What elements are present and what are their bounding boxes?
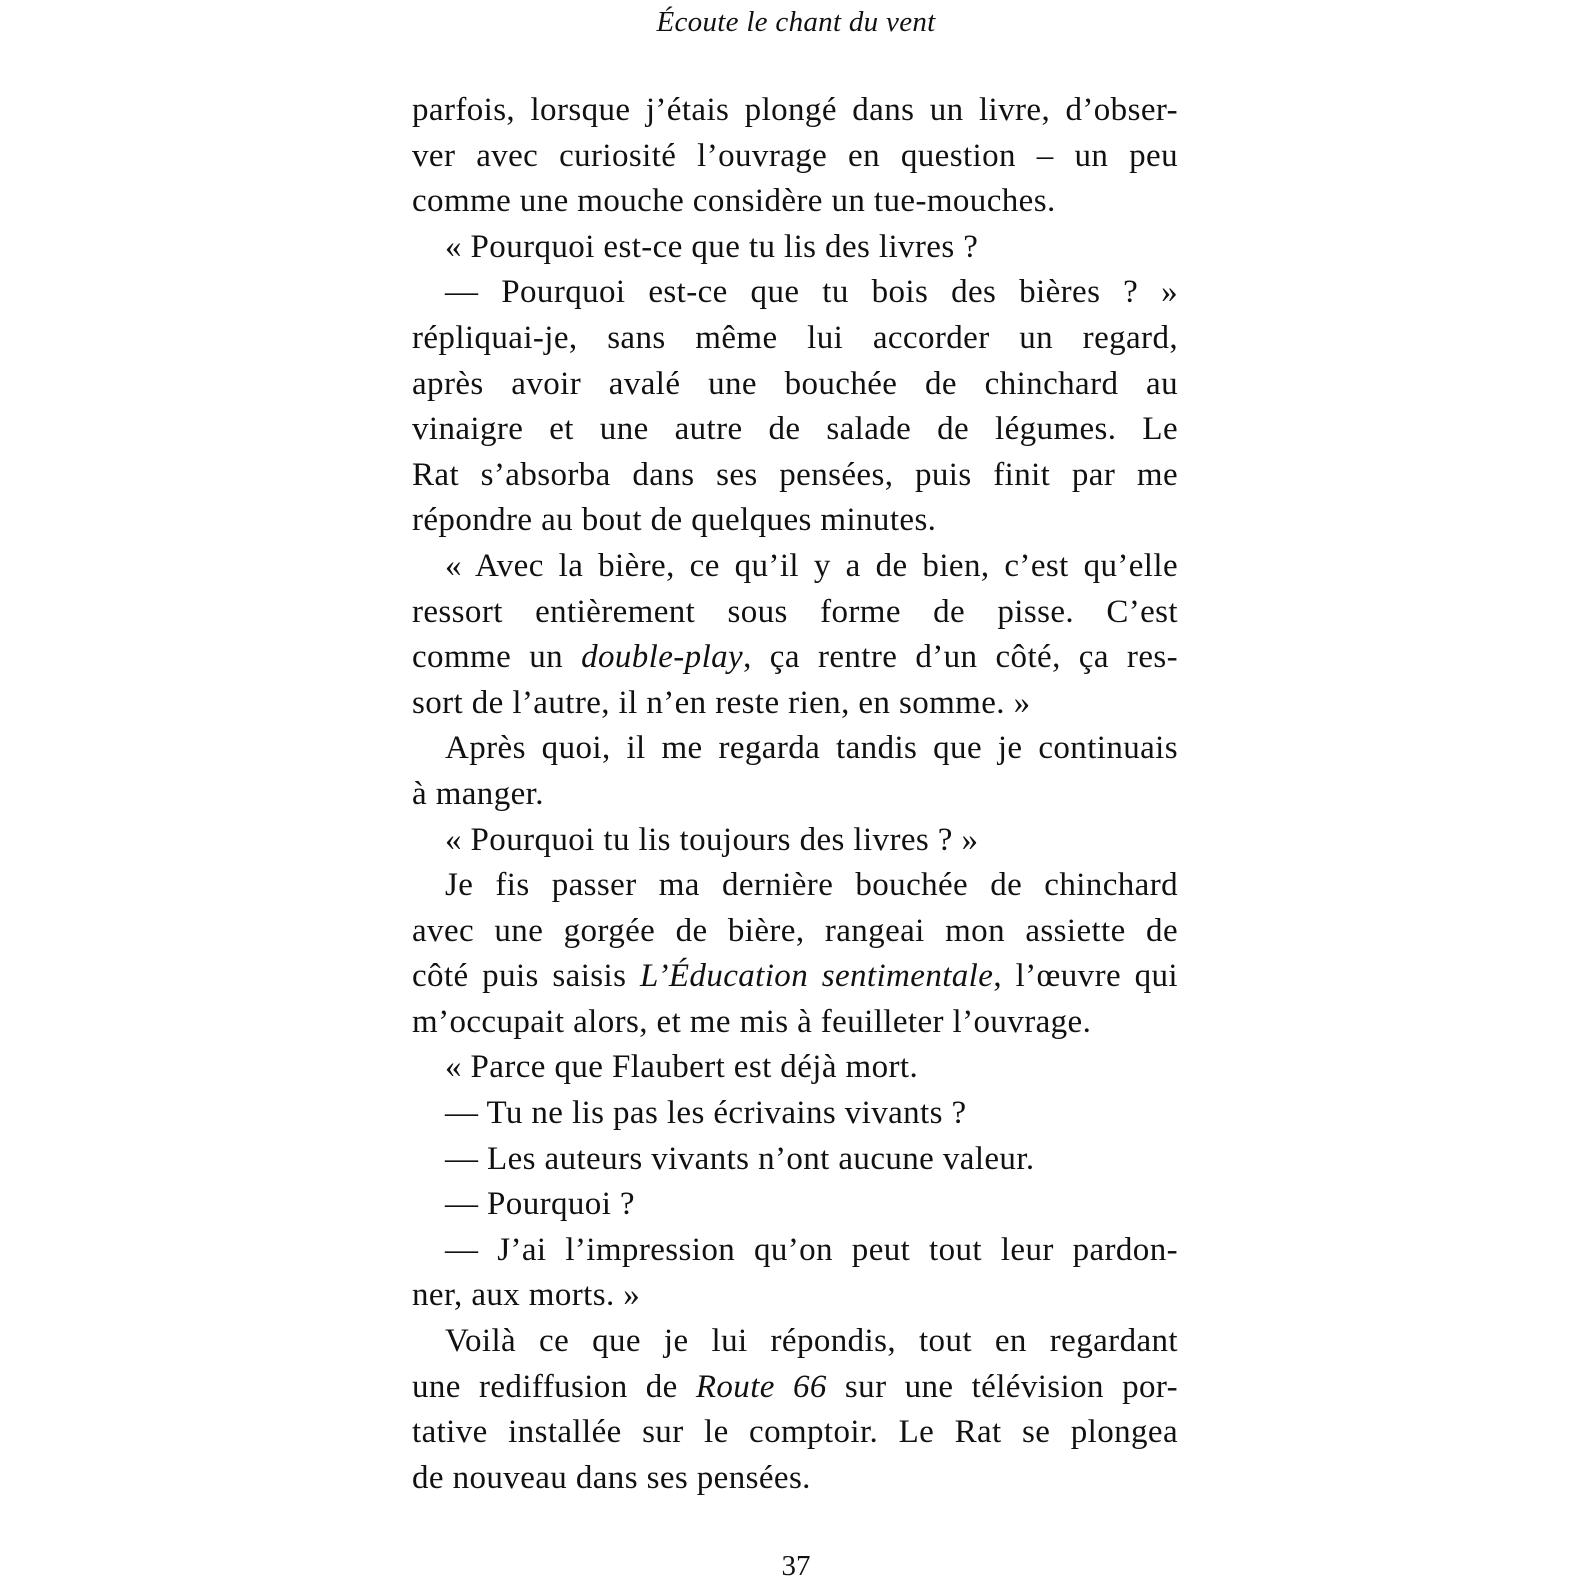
italic-term: double-play — [581, 639, 744, 676]
text-line: Voilà ce que je lui répondis, tout en regardant — [445, 1323, 1178, 1360]
italic-title: L’Éducation sentimentale — [639, 958, 994, 995]
text-line: Après quoi, il me regarda tandis que je continuais — [445, 730, 1178, 767]
text-line: « Parce que Flaubert est déjà mort. — [445, 1049, 919, 1086]
text-line: « Avec la bière, ce qu’il y a de bien, c’est qu’elle — [445, 547, 1178, 584]
italic-title: Route 66 — [695, 1368, 827, 1405]
text-line: après avoir avalé une bouchée de chinchard au — [412, 365, 1178, 402]
text-line: comme un double-play, ça rentre d’un côté, ça res- — [412, 639, 1179, 676]
text-line: — Tu ne lis pas les écrivains vivants ? — [445, 1095, 967, 1132]
text-line: de nouveau dans ses pensées. — [412, 1459, 811, 1496]
running-head: Écoute le chant du vent — [656, 6, 936, 38]
text-line: ver avec curiosité l’ouvrage en question – un peu — [412, 137, 1178, 174]
text-line: « Pourquoi est-ce que tu lis des livres ? — [445, 228, 979, 265]
text-line: avec une gorgée de bière, rangeai mon assiette de — [412, 912, 1178, 949]
text-line: « Pourquoi tu lis toujours des livres ? » — [445, 821, 979, 858]
text-line: tative installée sur le comptoir. Le Rat se plongea — [412, 1414, 1178, 1451]
text-line: ner, aux morts. » — [412, 1277, 641, 1314]
text-line: vinaigre et une autre de salade de légumes. Le — [412, 411, 1178, 448]
text-line: sort de l’autre, il n’en reste rien, en somme. » — [412, 684, 1031, 721]
text-line: Rat s’absorba dans ses pensées, puis finit par me — [412, 456, 1178, 493]
text-line: ressort entièrement sous forme de pisse. C’est — [412, 593, 1178, 630]
text-line: parfois, lorsque j’étais plongé dans un livre, d’obser- — [412, 92, 1178, 128]
text-line: — Pourquoi ? — [445, 1186, 635, 1223]
text-line: côté puis saisis L’Éducation sentimentale, l’œuvre qui — [412, 958, 1178, 995]
text-line: m’occupait alors, et me mis à feuilleter l’ouvrage. — [412, 1003, 1092, 1040]
text-line: Je fis passer ma dernière bouchée de chinchard — [445, 867, 1178, 904]
text-line: répliquai-je, sans même lui accorder un regard, — [412, 319, 1178, 356]
text-line: — Les auteurs vivants n’ont aucune valeur. — [445, 1140, 1035, 1177]
text-line: à manger. — [412, 775, 544, 812]
text-line: une rediffusion de Route 66 sur une télévision por- — [412, 1368, 1178, 1405]
text-line: — J’ai l’impression qu’on peut tout leur pardon- — [445, 1231, 1178, 1268]
page-number: 37 — [781, 1550, 811, 1582]
body-text — [412, 88, 1178, 1501]
text-line: — Pourquoi est-ce que tu bois des bières ? » — [445, 274, 1178, 311]
text-line: répondre au bout de quelques minutes. — [412, 502, 937, 539]
text-line: comme une mouche considère un tue-mouches. — [412, 183, 1056, 220]
